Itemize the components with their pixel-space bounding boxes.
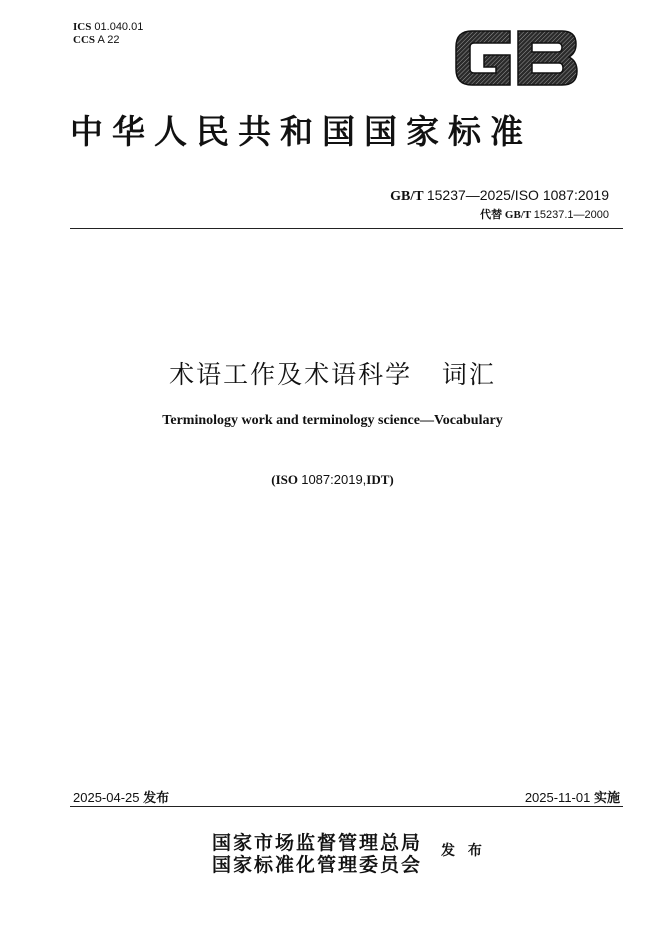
idt-open: (ISO — [271, 472, 298, 487]
gb-logo-icon — [452, 27, 580, 89]
classification-codes — [73, 21, 143, 47]
document-title-english: Terminology work and terminology science—Vocabulary — [162, 413, 503, 428]
national-standard-title: 中华人民共和国国家标准 — [70, 112, 532, 151]
issuer-sac: 国家标准化管理委员会 — [212, 854, 423, 876]
idt-close: IDT) — [366, 472, 394, 487]
standard-number-value: 15237—2025/ISO 1087:2019 — [426, 187, 609, 203]
idt-number: 1087:2019, — [301, 472, 367, 487]
ics-code: 01.040.01 — [94, 21, 144, 33]
implementation-date — [525, 787, 620, 806]
top-divider — [70, 228, 623, 229]
ccs-line — [73, 34, 143, 47]
issue-date — [73, 787, 169, 806]
ics-label: ICS — [73, 21, 92, 33]
standard-prefix: GB/T — [390, 189, 424, 204]
implement-label: 实施 — [593, 791, 620, 806]
bottom-divider — [70, 806, 623, 807]
replaces-standard — [480, 206, 609, 222]
issue-label: 发布 — [143, 791, 170, 806]
ccs-label: CCS — [73, 34, 96, 46]
ics-line — [73, 21, 143, 34]
issuer-samr: 国家市场监督管理总局 — [212, 832, 423, 854]
document-title-chinese: 术语工作及术语科学 词汇 — [169, 360, 496, 389]
issue-date-value: 2025-04-25 — [73, 790, 140, 805]
replaces-label: 代替 GB/T — [480, 209, 532, 221]
standard-number — [390, 187, 609, 205]
implement-date-value: 2025-11-01 — [524, 790, 591, 805]
publish-label: 发 布 — [441, 843, 486, 859]
replaces-number: 15237.1—2000 — [533, 209, 609, 221]
iso-equivalence — [0, 472, 665, 488]
ccs-code: A 22 — [97, 34, 120, 46]
